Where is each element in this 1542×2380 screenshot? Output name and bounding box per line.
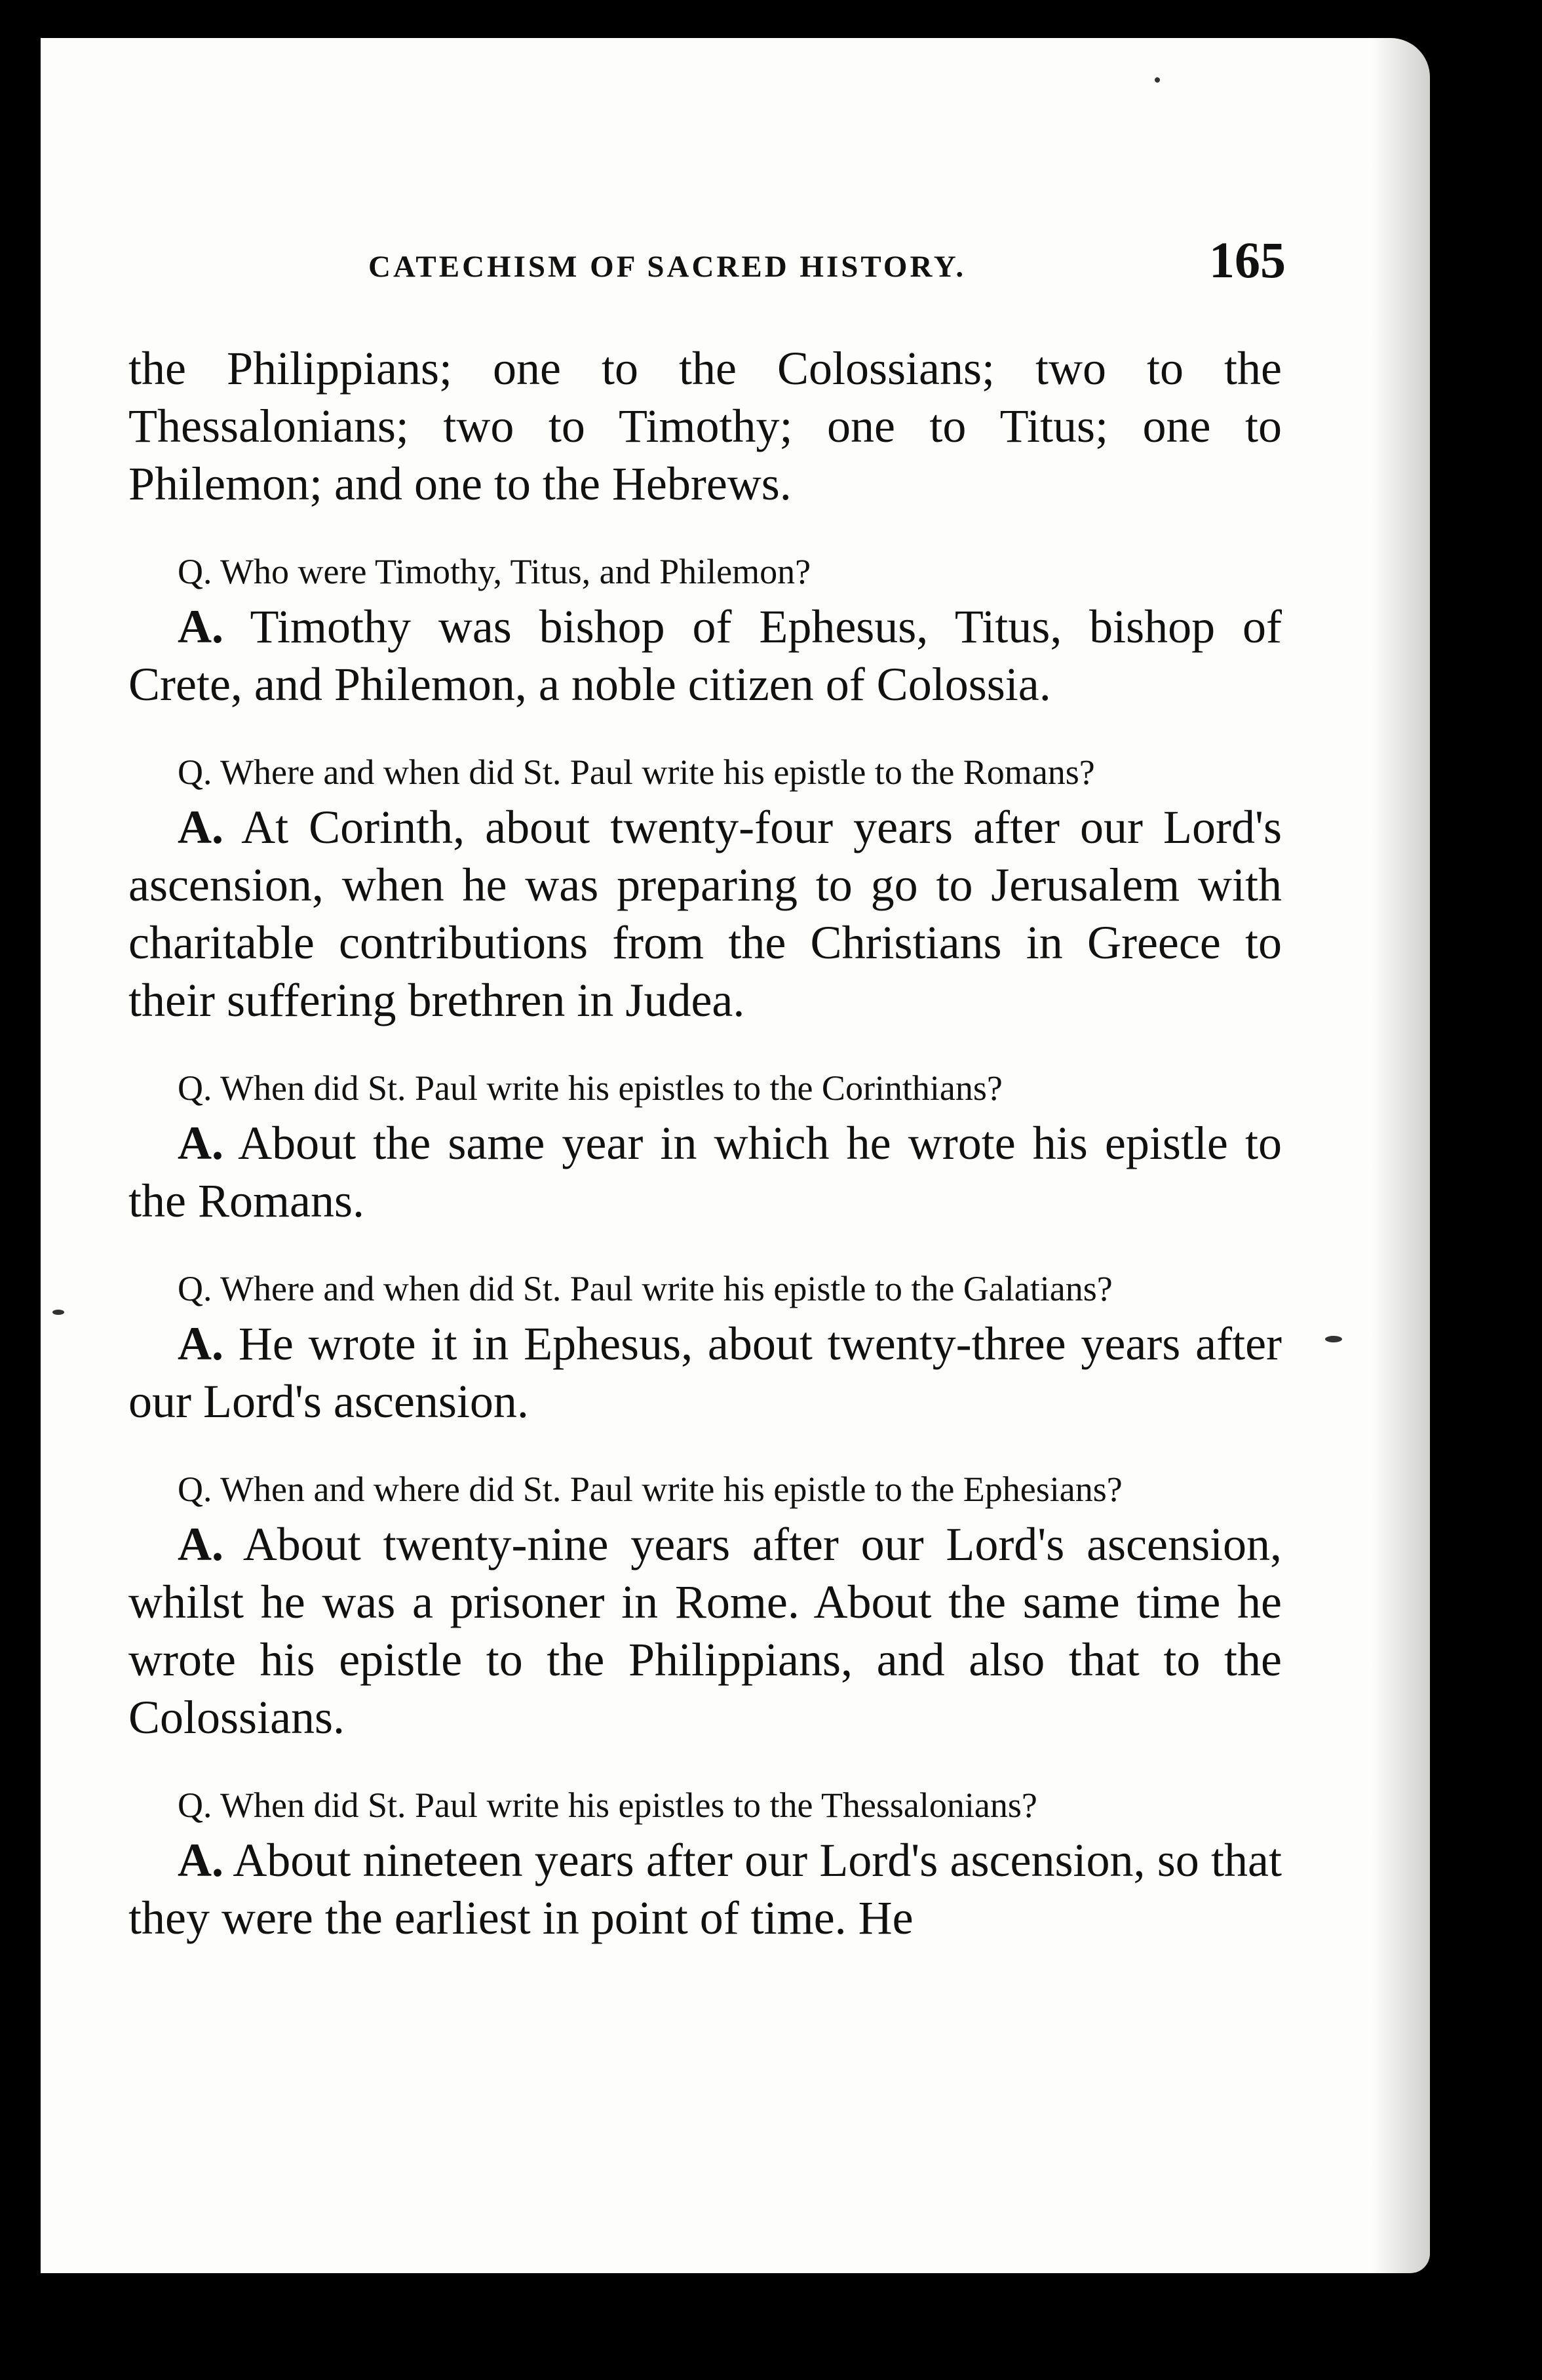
question-6: [128, 1780, 1282, 1830]
ink-speck: [52, 1310, 64, 1315]
answer-2: [128, 798, 1282, 1029]
answer-marker: A.: [178, 801, 223, 853]
question-1: [128, 547, 1282, 596]
answer-text: He wrote it in Ephesus, about twenty-three years after our Lord's ascension.: [128, 1317, 1282, 1428]
page-text: [128, 340, 1282, 1947]
question-marker: Q.: [178, 1068, 212, 1108]
answer-5: [128, 1515, 1282, 1746]
answer-marker: A.: [178, 600, 223, 653]
answer-text: Timothy was bishop of Ephesus, Titus, bishop of Crete, and Philemon, a noble citizen of Colossia.: [128, 600, 1282, 711]
question-marker: Q.: [178, 752, 212, 792]
answer-3: [128, 1114, 1282, 1230]
question-text: When did St. Paul write his epistles to the Thessalonians?: [220, 1785, 1037, 1825]
answer-marker: A.: [178, 1834, 223, 1886]
answer-marker: A.: [178, 1117, 223, 1169]
question-marker: Q.: [178, 1785, 212, 1825]
question-text: When and where did St. Paul write his epistle to the Ephesians?: [220, 1470, 1123, 1509]
page-number: 165: [1209, 231, 1286, 288]
question-3: [128, 1063, 1282, 1113]
question-text: Where and when did St. Paul write his epistle to the Galatians?: [220, 1269, 1113, 1308]
question-text: Who were Timothy, Titus, and Philemon?: [220, 552, 811, 591]
question-marker: Q.: [178, 1269, 212, 1308]
answer-1: [128, 598, 1282, 713]
question-text: When did St. Paul write his epistles to the Corinthians?: [220, 1068, 1003, 1108]
question-5: [128, 1464, 1282, 1514]
running-header: [329, 203, 1286, 288]
question-4: [128, 1264, 1282, 1314]
answer-text: At Corinth, about twenty-four years after our Lord's ascension, when he was preparing to go to Jerusalem with charitable contributions from the Christians in Greece to their suffering brethren in Judea.: [128, 801, 1282, 1026]
continuation-paragraph: the Philippians; one to the Colossians; two to the Thessalonians; two to Timothy; one to Titus; one to Philemon; and one to the Hebrews.: [128, 342, 1282, 510]
answer-4: [128, 1315, 1282, 1430]
book-page: [41, 38, 1430, 2273]
answer-6: [128, 1831, 1282, 1947]
running-title: CATECHISM OF SACRED HISTORY.: [368, 250, 967, 284]
page-edge-shadow: [1371, 38, 1430, 2273]
question-2: [128, 747, 1282, 797]
answer-text: About twenty-nine years after our Lord's ascension, whilst he was a prisoner in Rome. About the same time he wrote his epistle to the Philippians, and also that to the Colossians.: [128, 1518, 1282, 1744]
answer-text: About nineteen years after our Lord's ascension, so that they were the earliest in point of time. He: [128, 1834, 1282, 1944]
answer-text: About the same year in which he wrote his epistle to the Romans.: [128, 1117, 1282, 1227]
answer-marker: A.: [178, 1317, 223, 1370]
ink-speck: [1325, 1336, 1342, 1342]
answer-marker: A.: [178, 1518, 223, 1570]
question-text: Where and when did St. Paul write his epistle to the Romans?: [220, 752, 1095, 792]
question-marker: Q.: [178, 1470, 212, 1509]
question-marker: Q.: [178, 552, 212, 591]
ink-speck: [1155, 77, 1160, 83]
